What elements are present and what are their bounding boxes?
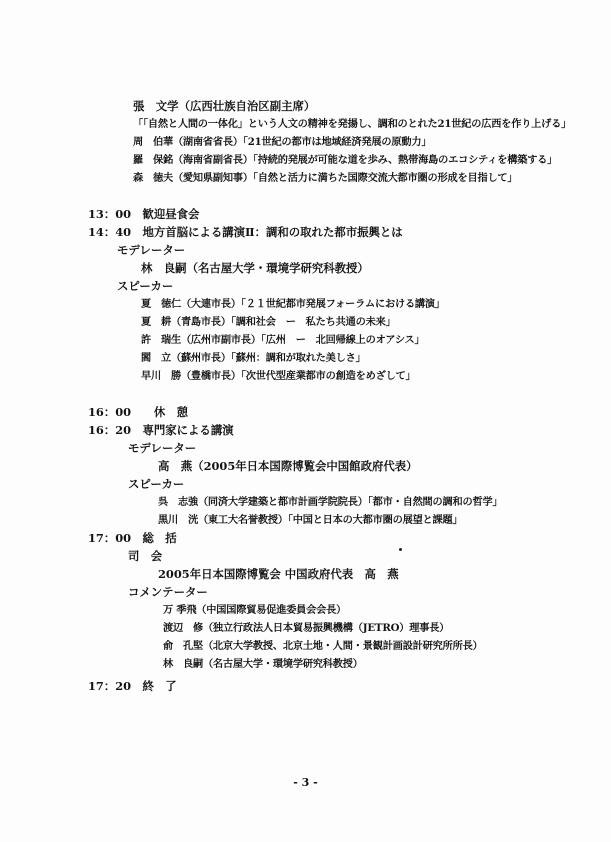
speaker-heading-1: スピーカー (117, 279, 174, 293)
page-number: - 3 - (293, 776, 318, 789)
speaker-hainan: 羅 保銘（海南省副省長）「持続的発展が可能な道を歩み、熱帯海島のエコシティを構築する」 (133, 154, 558, 166)
moderator-gao-yan: 高 燕（2005年日本国際博覧会中国館政府代表） (158, 459, 418, 473)
commentator-hayashi: 林 良嗣（名古屋大学・環境学研究科教授） (163, 658, 363, 670)
commentator-yu: 俞 孔堅（北京大学教授、北京土地・人間・景観計画設計研究所所長） (163, 640, 483, 652)
chair-gao-yan: 2005年日本国際博覧会 中国政府代表 高 燕 (158, 567, 399, 581)
speaker-guangzhou: 許 瑞生（広州市副市長）「広州 ー 北回帰線上のオアシス」 (141, 334, 425, 346)
agenda-1440: 14：40 地方首脳による講演Ⅱ：調和の取れた都市振興とは (88, 225, 403, 239)
commentator-wan: 万 季飛（中国国際貿易促進委員会会長） (163, 604, 347, 616)
agenda-1600: 16：00 休 憩 (88, 405, 189, 419)
speaker-kurokawa: 黒川 洸（東工大名誉教授）「中国と日本の大都市圏の展望と課題」 (158, 514, 463, 526)
speaker-dalian: 夏 徳仁（大連市長）「２１世紀都市発展フォーラムにおける講演」 (141, 298, 445, 310)
commentator-watanabe: 渡辺 修（独立行政法人日本貿易振興機構（JETRO）理事長） (163, 622, 450, 634)
moderator-heading-2: モデレーター (128, 441, 197, 455)
chair-heading: 司 会 (128, 549, 163, 563)
moderator-hayashi-1: 林 良嗣（名古屋大学・環境学研究科教授） (141, 261, 369, 275)
agenda-1720: 17：20 終 了 (88, 679, 177, 693)
speaker-qingdao: 夏 耕（青島市長）「調和社会 ー 私たち共通の未来」 (141, 316, 396, 328)
speaker-heading-2: スピーカー (128, 477, 185, 491)
speaker-aichi: 森 徳夫（愛知県副知事）「自然と活力に満ちた国際交流大都市圏の形成を目指して」 (133, 172, 518, 184)
moderator-heading-1: モデレーター (117, 243, 186, 257)
speaker-hunan: 周 伯華（湖南省省長）「21世紀の都市は地域経済発展の原動力」 (133, 136, 432, 148)
scan-speck (399, 548, 402, 551)
agenda-1700: 17：00 総 括 (88, 531, 177, 545)
speaker-suzhou: 閻 立（蘇州市長）「蘇州：調和が取れた美しさ」 (141, 352, 366, 364)
agenda-1300: 13：00 歓迎昼食会 (88, 207, 200, 221)
commentator-heading: コメンテーター (128, 585, 208, 599)
speaker-toyohashi: 早川 勝（豊橋市長）「次世代型産業都市の創造をめざして」 (141, 370, 416, 382)
agenda-1620: 16：20 専門家による講演 (88, 423, 234, 437)
talk-title-guangxi: 「「自然と人間の一体化」という人文の精神を発揚し、調和のとれた21世紀の広西を作り上げる」 (133, 118, 572, 130)
speaker-guangxi: 張 文学（広西壮族自治区副主席） (133, 99, 316, 113)
speaker-wu-zhiqiang: 呉 志強（同済大学建築と都市計画学院院長）「都市・自然間の調和の哲学」 (158, 496, 503, 508)
